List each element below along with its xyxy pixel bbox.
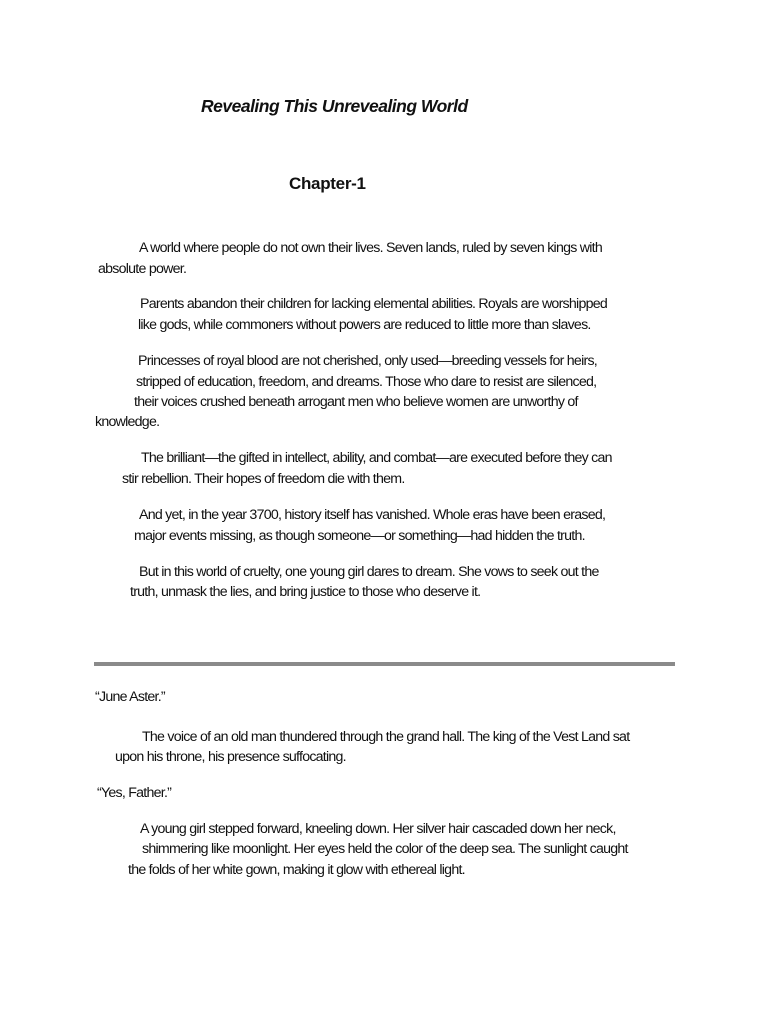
text-line: absolute power. xyxy=(98,261,187,277)
text-line: And yet, in the year 3700, history itself has vanished. Whole eras have been erased, xyxy=(139,507,606,523)
text-line: Parents abandon their children for lacking elemental abilities. Royals are worshipped xyxy=(140,296,607,312)
text-line: knowledge. xyxy=(95,414,160,430)
chapter-heading: Chapter-1 xyxy=(289,174,366,193)
text-line: “Yes, Father.” xyxy=(97,785,172,801)
text-line: upon his throne, his presence suffocating. xyxy=(115,749,346,765)
text-line: But in this world of cruelty, one young girl dares to dream. She vows to seek out the xyxy=(139,564,599,580)
text-line: truth, unmask the lies, and bring justice to those who deserve it. xyxy=(130,584,481,600)
text-line: like gods, while commoners without powers are reduced to little more than slaves. xyxy=(138,317,591,333)
text-line: stripped of education, freedom, and dreams. Those who dare to resist are silenced, xyxy=(136,374,597,390)
text-line: The voice of an old man thundered through the grand hall. The king of the Vest Land sat xyxy=(142,729,630,745)
text-line: “June Aster.” xyxy=(95,689,165,705)
text-line: the folds of her white gown, making it glow with ethereal light. xyxy=(128,862,465,878)
text-line: their voices crushed beneath arrogant men who believe women are unworthy of xyxy=(134,394,578,410)
text-line: A world where people do not own their lives. Seven lands, ruled by seven kings with xyxy=(139,240,602,256)
text-line: A young girl stepped forward, kneeling down. Her silver hair cascaded down her neck, xyxy=(140,821,616,837)
text-line: major events missing, as though someone—or something—had hidden the truth. xyxy=(134,528,585,544)
book-title: Revealing This Unrevealing World xyxy=(201,96,468,116)
text-line: Princesses of royal blood are not cherished, only used—breeding vessels for heirs, xyxy=(138,353,597,369)
text-line: The brilliant—the gifted in intellect, ability, and combat—are executed before they can xyxy=(141,450,612,466)
text-line: stir rebellion. Their hopes of freedom die with them. xyxy=(122,471,405,487)
text-line: shimmering like moonlight. Her eyes held the color of the deep sea. The sunlight caught xyxy=(142,841,628,857)
section-divider xyxy=(94,662,675,666)
